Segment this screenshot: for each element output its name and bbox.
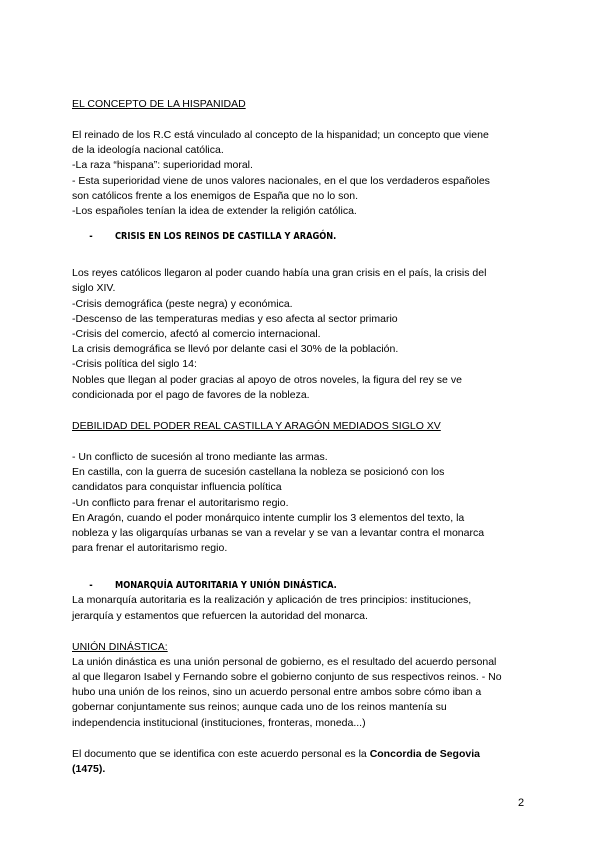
paragraph-line: - Esta superioridad viene de unos valores nacionales, en el que los verdaderos españoles xyxy=(72,174,490,187)
paragraph-line: Los reyes católicos llegaron al poder cuando había una gran crisis en el país, la crisis del xyxy=(72,267,487,280)
paragraph-line: gobernar conjuntamente sus reinos; aunque cada uno de los reinos mantenía su xyxy=(72,701,447,714)
paragraph-line: de la ideología nacional católica. xyxy=(72,144,224,157)
paragraph-line: El reinado de los R.C está vinculado al concepto de la hispanidad; un concepto que viene xyxy=(72,129,489,141)
paragraph-line: -Crisis demográfica (peste negra) y económica. xyxy=(72,297,293,310)
heading-crisis xyxy=(72,229,468,244)
paragraph-line: candidatos para conquistar influencia política xyxy=(72,481,282,494)
paragraph-line: -Descenso de las temperaturas medias y eso afecta al sector primario xyxy=(72,312,398,325)
paragraph-line: - Un conflicto de sucesión al trono mediante las armas. xyxy=(72,451,328,464)
paragraph-line: independencia institucional (instituciones, fronteras, moneda...) xyxy=(72,716,366,729)
paragraph-line: nobleza y las oligarquías urbanas se van a revelar y se van a levantar contra el monarca xyxy=(72,527,485,540)
closing-line xyxy=(72,747,532,762)
heading-debilidad: DEBILIDAD DEL PODER REAL CASTILLA Y ARAGÓN MEDIADOS SIGLO XV xyxy=(72,420,441,433)
paragraph-line: jerarquía y estamentos que refuercen la autoridad del monarca. xyxy=(72,609,368,622)
paragraph-line: al que llegaron Isabel y Fernando sobre el gobierno conjunto de sus respectivos reinos. - No xyxy=(72,671,502,684)
page-number: 2 xyxy=(518,797,525,809)
paragraph-line: para frenar el autoritarismo regio. xyxy=(72,542,228,555)
heading-monarquia xyxy=(72,578,468,593)
heading-crisis-text: CRISIS EN LOS REINOS DE CASTILLA Y ARAGÓN. xyxy=(115,231,337,243)
heading-monarquia-text: MONARQUÍA AUTORITARIA Y UNIÓN DINÁSTICA. xyxy=(115,580,337,592)
paragraph-line: Nobles que llegan al poder gracias al apoyo de otros noveles, la figura del rey se ve xyxy=(72,373,462,386)
paragraph-line: -Crisis del comercio, afectó al comercio internacional. xyxy=(72,328,321,341)
paragraph-line: hubo una unión de los reinos, sino un acuerdo personal entre ambos sobre cómo iban a xyxy=(72,686,482,699)
heading-hispanidad: EL CONCEPTO DE LA HISPANIDAD xyxy=(72,98,246,110)
paragraph-line: En Aragón, cuando el poder monárquico intente cumplir los 3 elementos del texto, la xyxy=(72,511,465,524)
closing-lead-text: El documento que se identifica con este acuerdo personal es la xyxy=(72,747,370,760)
paragraph-line: La unión dinástica es una unión personal de gobierno, es el resultado del acuerdo personal xyxy=(72,655,497,668)
heading-union-dinastica: UNIÓN DINÁSTICA: xyxy=(72,640,168,653)
paragraph-line: -La raza “hispana”: superioridad moral. xyxy=(72,159,253,172)
paragraph-line: La monarquía autoritaria es la realización y aplicación de tres principios: instituciones, xyxy=(72,594,472,607)
closing-line-2 xyxy=(72,762,532,777)
paragraph-line: siglo XIV. xyxy=(72,282,116,295)
concordia-segovia-text: Concordia de Segovia xyxy=(369,747,480,760)
paragraph-line: -Un conflicto para frenar el autoritarismo regio. xyxy=(72,496,289,509)
bullet-dash: - xyxy=(89,580,93,592)
paragraph-line: condicionada por el pago de favores de la nobleza. xyxy=(72,388,310,401)
document-page xyxy=(72,97,532,777)
paragraph-line: son católicos frente a los enemigos de España que no lo son. xyxy=(72,189,359,202)
paragraph-line: En castilla, con la guerra de sucesión castellana la nobleza se posicionó con los xyxy=(72,466,445,479)
concordia-year-text: (1475). xyxy=(72,763,106,776)
paragraph-line: La crisis demográfica se llevó por delante casi el 30% de la población. xyxy=(72,343,399,356)
paragraph-line: -Los españoles tenían la idea de extender la religión católica. xyxy=(72,205,357,218)
bullet-dash: - xyxy=(89,231,93,243)
paragraph-line: -Crisis política del siglo 14: xyxy=(72,358,197,371)
